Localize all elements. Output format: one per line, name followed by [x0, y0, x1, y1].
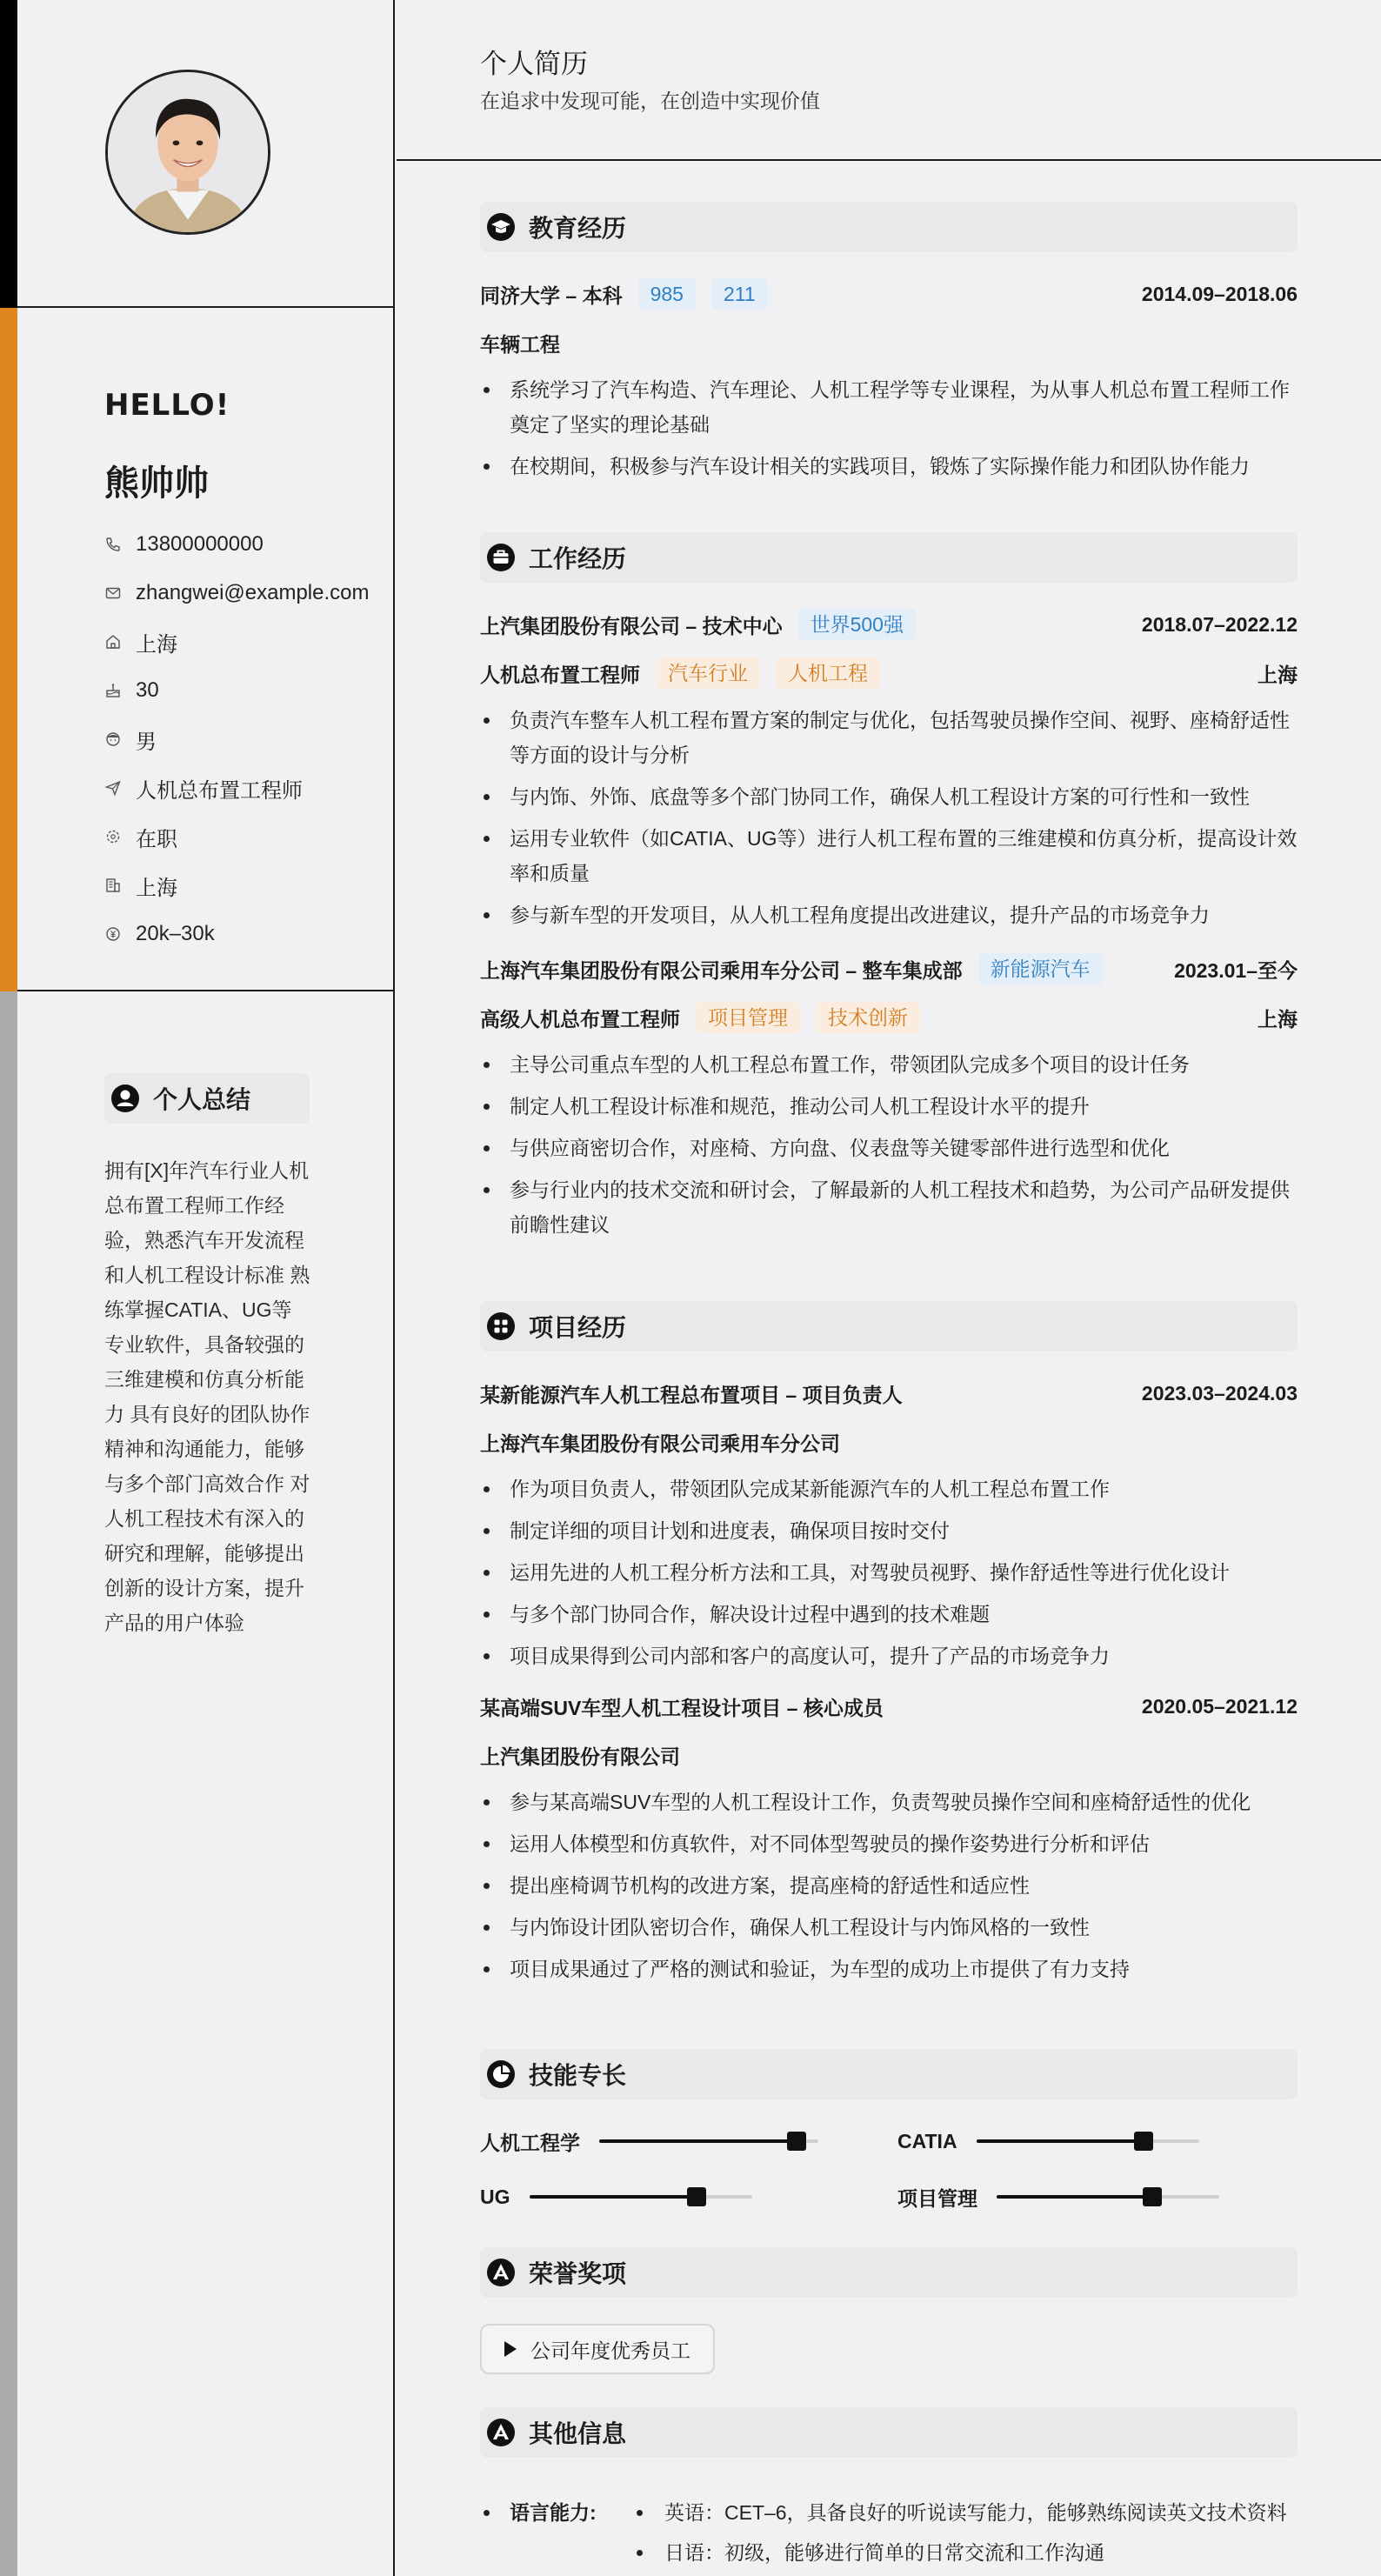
- skill-name: 人机工程学: [480, 2131, 580, 2154]
- language-block: [480, 2493, 1298, 2573]
- skill-knob: [687, 2187, 706, 2206]
- sidebar-divider: [17, 306, 393, 308]
- other-section: [480, 2407, 1298, 2573]
- project-name: 某新能源汽车人机工程总布置项目 – 项目负责人: [480, 1383, 903, 1406]
- skill-item: [897, 2122, 1298, 2160]
- award-name: 公司年度优秀员工: [530, 2339, 690, 2362]
- skill-fill: [997, 2195, 1152, 2199]
- list-item: 参与行业内的技术交流和研讨会，了解最新的人机工程技术和趋势，为公司产品研发提供前瞻性建议: [480, 1172, 1298, 1242]
- section-title: 技能专长: [529, 2062, 627, 2089]
- contact-position: [104, 764, 370, 812]
- briefcase-icon: [485, 542, 517, 573]
- skill-item: [480, 2122, 897, 2160]
- list-item: 主导公司重点车型的人机工程总布置工作，带领团队完成多个项目的设计任务: [480, 1047, 1298, 1082]
- graduation-cap-icon: [485, 211, 517, 243]
- skill-name: CATIA: [897, 2129, 957, 2152]
- skill-item: [897, 2178, 1298, 2216]
- skill-fill: [599, 2139, 797, 2143]
- section-header: [480, 1301, 1298, 1351]
- play-icon: [504, 2341, 517, 2357]
- hello-heading: HELLO!: [104, 388, 230, 423]
- school-name: 同济大学 – 本科: [480, 284, 623, 307]
- education-row: [480, 270, 1298, 318]
- header-divider: [397, 159, 1381, 161]
- contact-salary: [104, 910, 370, 958]
- skill-bar: [977, 2139, 1199, 2143]
- list-item: 作为项目负责人，带领团队完成某新能源汽车的人机工程总布置工作: [480, 1472, 1298, 1506]
- job-bullets: [480, 1047, 1298, 1242]
- skill-bar: [530, 2195, 752, 2199]
- projects-section: [480, 1301, 1298, 1993]
- language-list: [633, 2493, 1287, 2573]
- contact-text: 男: [136, 730, 157, 754]
- contact-phone: [104, 520, 370, 569]
- send-icon: [104, 779, 122, 797]
- skill-knob: [787, 2132, 806, 2151]
- accent-strip-orange: [0, 308, 17, 991]
- job-role: 高级人机总布置工程师: [480, 1007, 680, 1031]
- section-header: [480, 2247, 1298, 2298]
- project-org-row: [480, 1731, 1298, 1779]
- list-item: 运用先进的人机工程分析方法和工具，对驾驶员视野、操作舒适性等进行优化设计: [480, 1555, 1298, 1590]
- home-icon: [104, 633, 122, 651]
- section-title: 荣誉奖项: [529, 2260, 627, 2287]
- skill-name: 项目管理: [897, 2186, 977, 2210]
- contact-gender: [104, 715, 370, 764]
- contact-text: 人机总布置工程师: [136, 778, 303, 803]
- project-bullets: [480, 1472, 1298, 1673]
- accent-strip-gray: [0, 991, 17, 2576]
- award-item: [480, 2324, 715, 2374]
- summary-header: [104, 1073, 310, 1124]
- contact-age: [104, 666, 370, 715]
- phone-icon: [104, 536, 122, 553]
- company-name: 上汽集团股份有限公司 – 技术中心: [480, 614, 783, 637]
- work-section: [480, 532, 1298, 1249]
- email-icon: [104, 584, 122, 602]
- cake-icon: [104, 682, 122, 699]
- role-tag: 技术创新: [816, 1002, 920, 1033]
- list-item: 项目成果通过了严格的测试和验证，为车型的成功上市提供了有力支持: [480, 1952, 1298, 1986]
- job-city: 上海: [1258, 1007, 1298, 1031]
- main-content: [397, 0, 1381, 2576]
- school-tag: 985: [638, 278, 696, 310]
- page-title: 个人简历: [480, 49, 588, 79]
- skill-name: UG: [480, 2185, 510, 2208]
- skills-section: [480, 2049, 1298, 2216]
- list-item: 参与新车型的开发项目，从人机工程角度提出改进建议，提升产品的市场竞争力: [480, 898, 1298, 932]
- contact-email: [104, 569, 370, 617]
- project-name: 某高端SUV车型人机工程设计项目 – 核心成员: [480, 1696, 884, 1719]
- contact-info-list: [104, 520, 370, 958]
- contact-work-city: [104, 861, 370, 910]
- contact-text: 13800000000: [136, 532, 264, 556]
- job-header-row: [480, 600, 1298, 649]
- company-name: 上海汽车集团股份有限公司乘用车分公司 – 整车集成部: [480, 958, 963, 982]
- list-item: 运用专业软件（如CATIA、UG等）进行人机工程布置的三维建模和仿真分析，提高设计效率和质量: [480, 821, 1298, 891]
- list-item: 负责汽车整车人机工程布置方案的制定与优化，包括驾驶员操作空间、视野、座椅舒适性等方面的设计与分析: [480, 703, 1298, 772]
- section-title: 其他信息: [529, 2420, 627, 2447]
- project-date: 2020.05–2021.12: [1141, 1694, 1298, 1718]
- role-tag: 项目管理: [696, 1002, 800, 1033]
- section-header: [480, 202, 1298, 252]
- skills-grid: [480, 2122, 1298, 2216]
- job-bullets: [480, 703, 1298, 932]
- list-item: 参与某高端SUV车型的人机工程设计工作，负责驾驶员操作空间和座椅舒适性的优化: [480, 1785, 1298, 1819]
- education-date: 2014.09–2018.06: [1141, 282, 1298, 305]
- contact-text: 上海: [136, 632, 177, 657]
- major-row: [480, 318, 1298, 367]
- job-date: 2023.01–至今: [1174, 958, 1298, 982]
- skill-knob: [1143, 2187, 1162, 2206]
- building-icon: [104, 877, 122, 894]
- role-tag: 汽车行业: [656, 657, 760, 689]
- section-header: [480, 2407, 1298, 2458]
- grid-icon: [485, 1311, 517, 1342]
- list-item: 系统学习了汽车构造、汽车理论、人机工程学等专业课程，为从事人机总布置工程师工作奠定了坚实的理论基础: [480, 372, 1298, 442]
- job-role: 人机总布置工程师: [480, 663, 640, 686]
- avatar: [105, 70, 270, 235]
- section-title: 工作经历: [529, 545, 627, 572]
- list-item: 与内饰设计团队密切合作，确保人机工程设计与内饰风格的一致性: [480, 1910, 1298, 1945]
- contact-text: 在职: [136, 827, 177, 851]
- job-city: 上海: [1258, 663, 1298, 686]
- contact-text: 上海: [136, 876, 177, 900]
- section-title: 项目经历: [529, 1314, 627, 1341]
- section-header: [480, 2049, 1298, 2099]
- education-section: [480, 202, 1298, 491]
- project-org: 上汽集团股份有限公司: [480, 1745, 680, 1768]
- salary-icon: [104, 925, 122, 943]
- section-title: 教育经历: [529, 215, 627, 242]
- project-org-row: [480, 1418, 1298, 1466]
- job-role-row: [480, 993, 1298, 1042]
- honors-section: [480, 2247, 1298, 2374]
- project-header-row: [480, 1682, 1298, 1731]
- skill-bar: [997, 2195, 1219, 2199]
- sidebar-divider: [17, 990, 393, 991]
- summary-text: 拥有[X]年汽车行业人机总布置工程师工作经验，熟悉汽车开发流程和人机工程设计标准 熟练掌握CATIA、UG等专业软件，具备较强的三维建模和仿真分析能力 具有良好的团队协作精神和沟通能力，能够与多个部门高效合作 对人机工程技术有深入的研究和理解，能够提出创新的设计方案，提升产品的用户体验: [104, 1159, 310, 1634]
- list-item: 制定人机工程设计标准和规范，推动公司人机工程设计水平的提升: [480, 1089, 1298, 1124]
- project-bullets: [480, 1785, 1298, 1986]
- accent-strip-black: [0, 0, 17, 308]
- list-item: 制定详细的项目计划和进度表，确保项目按时交付: [480, 1513, 1298, 1548]
- project-header-row: [480, 1369, 1298, 1418]
- page-subtitle: 在追求中发现可能，在创造中实现价值: [480, 90, 820, 112]
- skill-knob: [1134, 2132, 1153, 2151]
- contact-text: 20k–30k: [136, 922, 215, 945]
- project-date: 2023.03–2024.03: [1141, 1381, 1298, 1405]
- list-item: 与多个部门协同合作，解决设计过程中遇到的技术难题: [480, 1597, 1298, 1632]
- award-icon: [485, 2257, 517, 2288]
- job-role-row: [480, 649, 1298, 697]
- education-bullets: [480, 372, 1298, 484]
- contact-text: zhangwei@example.com: [136, 581, 370, 604]
- gender-icon: [104, 731, 122, 748]
- list-item: 英语：CET–6，具备良好的听说读写能力，能够熟练阅读英文技术资料: [633, 2493, 1287, 2533]
- pie-chart-icon: [485, 2059, 517, 2090]
- list-item: 与内饰、外饰、底盘等多个部门协同工作，确保人机工程设计方案的可行性和一致性: [480, 779, 1298, 814]
- list-item: 与供应商密切合作，对座椅、方向盘、仪表盘等关键零部件进行选型和优化: [480, 1131, 1298, 1165]
- list-item: 运用人体模型和仿真软件，对不同体型驾驶员的操作姿势进行分析和评估: [480, 1826, 1298, 1861]
- skill-item: [480, 2178, 897, 2216]
- language-label: 语言能力:: [480, 2493, 633, 2573]
- list-item: 在校期间，积极参与汽车设计相关的实践项目，锻炼了实际操作能力和团队协作能力: [480, 449, 1298, 484]
- skill-bar: [599, 2139, 818, 2143]
- list-item: 提出座椅调节机构的改进方案，提高座椅的舒适性和适应性: [480, 1868, 1298, 1903]
- sidebar: [0, 0, 395, 2576]
- job-date: 2018.07–2022.12: [1141, 612, 1298, 636]
- summary-title: 个人总结: [153, 1086, 251, 1113]
- major-name: 车辆工程: [480, 332, 560, 356]
- candidate-name: 熊帅帅: [104, 464, 209, 503]
- company-tag: 新能源汽车: [978, 953, 1103, 984]
- award-icon: [485, 2417, 517, 2448]
- skill-fill: [530, 2195, 697, 2199]
- section-header: [480, 532, 1298, 583]
- contact-location: [104, 617, 370, 666]
- contact-text: 30: [136, 678, 159, 702]
- contact-status: [104, 812, 370, 861]
- company-tag: 世界500强: [798, 609, 916, 640]
- list-item: 项目成果得到公司内部和客户的高度认可，提升了产品的市场竞争力: [480, 1638, 1298, 1673]
- status-icon: [104, 828, 122, 845]
- school-tag: 211: [711, 278, 768, 310]
- list-item: 日语：初级，能够进行简单的日常交流和工作沟通: [633, 2533, 1287, 2573]
- project-org: 上海汽车集团股份有限公司乘用车分公司: [480, 1431, 840, 1455]
- skill-fill: [977, 2139, 1144, 2143]
- role-tag: 人机工程: [776, 657, 880, 689]
- user-circle-icon: [110, 1083, 141, 1114]
- job-header-row: [480, 944, 1298, 993]
